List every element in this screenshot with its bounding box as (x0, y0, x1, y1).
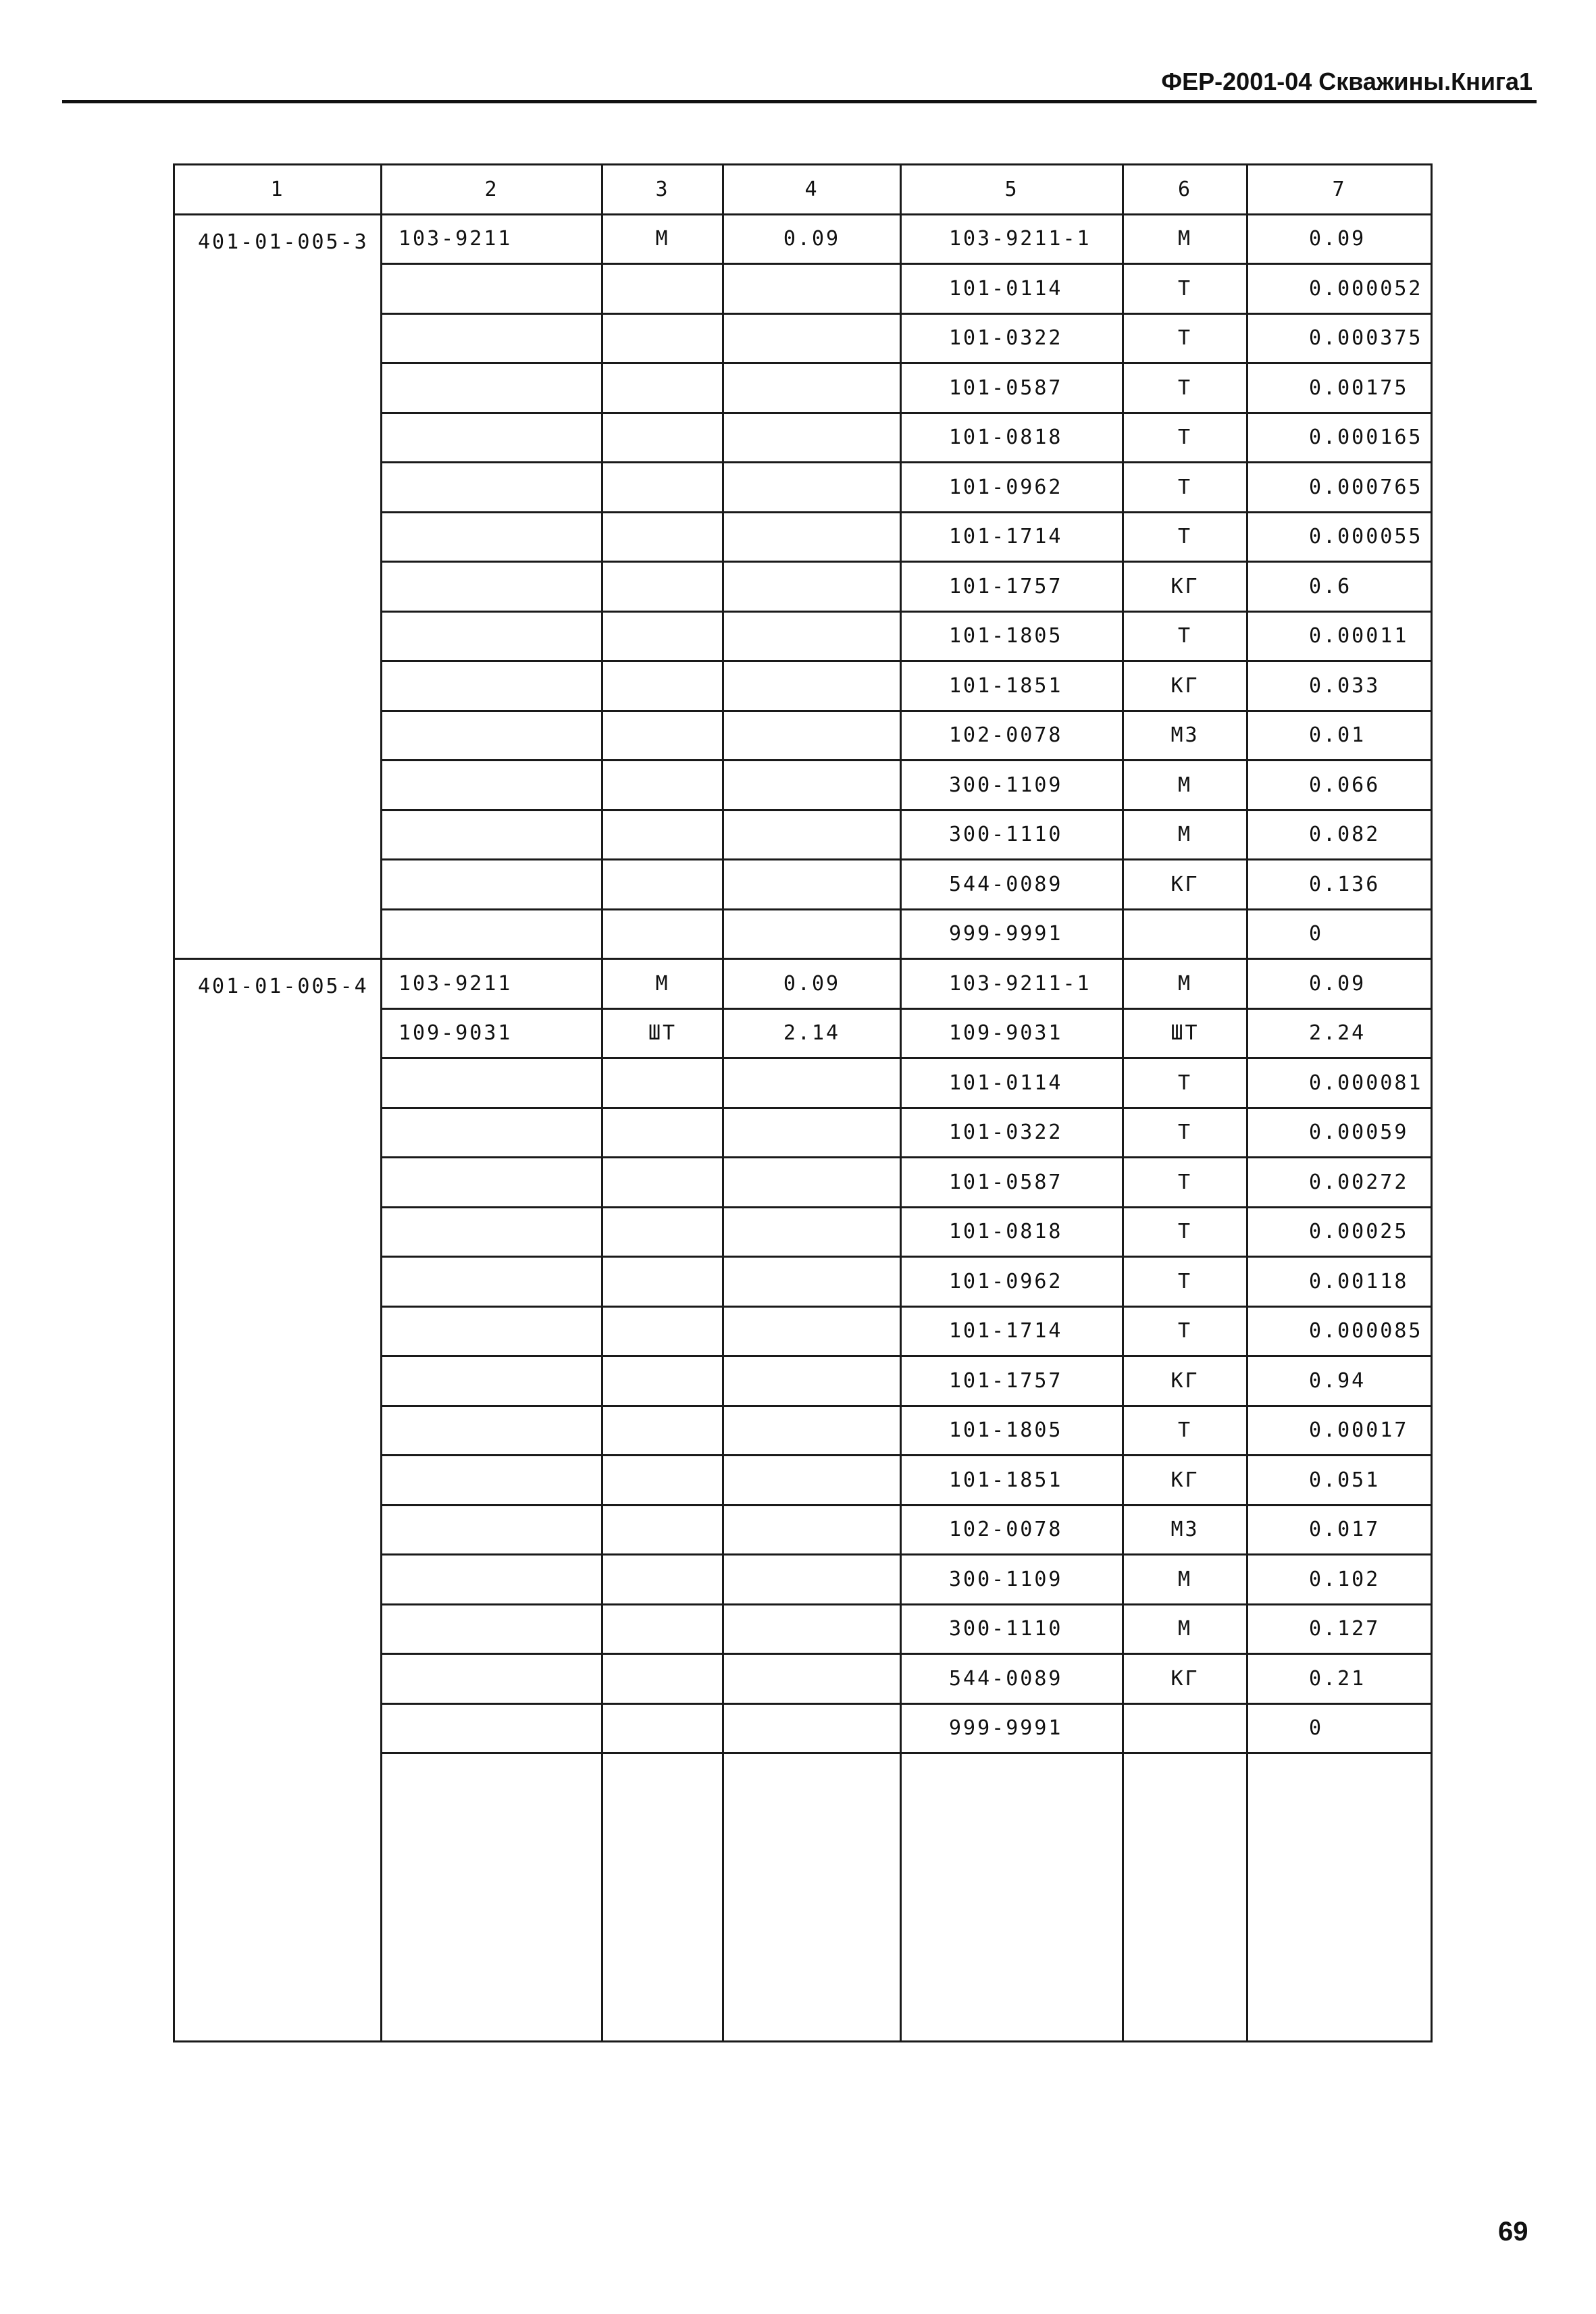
table-cell (602, 313, 723, 363)
table-cell: Т (1123, 1306, 1247, 1356)
table-cell: 101-1851 (901, 661, 1123, 711)
table-cell: М (1123, 810, 1247, 860)
table-cell: М (1123, 1555, 1247, 1605)
table-cell (602, 1306, 723, 1356)
table-cell (602, 1703, 723, 1753)
table-cell (723, 761, 901, 811)
table-cell: 0.000081 (1247, 1058, 1432, 1108)
table-cell (723, 661, 901, 711)
table-cell: 0.000085 (1247, 1306, 1432, 1356)
table-cell: 0 (1247, 909, 1432, 959)
table-cell (602, 363, 723, 413)
table-cell (723, 413, 901, 463)
table-cell: КГ (1123, 661, 1247, 711)
table-cell: 0.136 (1247, 860, 1432, 910)
table-cell (723, 1207, 901, 1257)
table-cell: КГ (1123, 860, 1247, 910)
table-cell: 0.09 (723, 214, 901, 264)
table-cell: 101-1714 (901, 1306, 1123, 1356)
table-cell: 103-9211 (382, 214, 602, 264)
table-cell: М (1123, 959, 1247, 1009)
table-cell (382, 1058, 602, 1108)
table-cell (723, 512, 901, 562)
table-cell: 544-0089 (901, 1654, 1123, 1704)
table-cell: 101-1757 (901, 1356, 1123, 1406)
table-cell (382, 860, 602, 910)
table-cell: 101-0962 (901, 463, 1123, 513)
table-cell (602, 761, 723, 811)
table-cell-empty (382, 1753, 602, 2042)
table-cell: 101-0322 (901, 313, 1123, 363)
table-cell (382, 1158, 602, 1208)
column-header: 3 (602, 165, 723, 215)
table-cell (602, 909, 723, 959)
table-cell: 0 (1247, 1703, 1432, 1753)
table-cell: М (602, 959, 723, 1009)
price-code-cell: 401-01-005-4 (174, 959, 382, 2042)
table-cell (382, 1555, 602, 1605)
table-cell (382, 1108, 602, 1158)
table-cell: М (1123, 214, 1247, 264)
table-cell: 0.09 (1247, 214, 1432, 264)
table-cell: Т (1123, 1058, 1247, 1108)
table-cell (602, 711, 723, 761)
table-cell (723, 363, 901, 413)
table-cell: 0.21 (1247, 1654, 1432, 1704)
table-cell: 0.051 (1247, 1456, 1432, 1506)
table-cell: М (1123, 1604, 1247, 1654)
document-header-title: ФЕР-2001-04 Скважины.Книга1 (1161, 68, 1533, 95)
table-cell (382, 661, 602, 711)
table-cell (602, 1406, 723, 1456)
column-number-row (174, 165, 1432, 215)
table-cell: 109-9031 (382, 1008, 602, 1058)
table-cell: Т (1123, 363, 1247, 413)
table-cell (723, 1058, 901, 1108)
table-cell: КГ (1123, 1356, 1247, 1406)
table-cell: 300-1109 (901, 1555, 1123, 1605)
table-cell: 0.082 (1247, 810, 1432, 860)
table-cell (382, 761, 602, 811)
table-cell (723, 463, 901, 513)
table-cell (382, 562, 602, 612)
table-cell: М (1123, 761, 1247, 811)
table-cell (723, 1257, 901, 1307)
table-cell (723, 313, 901, 363)
table-cell: Т (1123, 1257, 1247, 1307)
resource-table (173, 163, 1433, 2042)
table-cell: 0.000052 (1247, 264, 1432, 314)
table-cell: 0.94 (1247, 1356, 1432, 1406)
table-cell: 103-9211-1 (901, 214, 1123, 264)
table-cell (602, 1158, 723, 1208)
table-cell (1123, 909, 1247, 959)
table-cell (602, 1654, 723, 1704)
table-cell: 101-1851 (901, 1456, 1123, 1506)
table-cell: 0.000375 (1247, 313, 1432, 363)
table-cell (382, 1257, 602, 1307)
table-cell: 0.01 (1247, 711, 1432, 761)
table-cell (602, 1058, 723, 1108)
table-cell: Т (1123, 1207, 1247, 1257)
table-cell (602, 463, 723, 513)
table-cell: 101-0818 (901, 413, 1123, 463)
table-cell (723, 909, 901, 959)
table-cell-empty (723, 1753, 901, 2042)
table-cell (723, 1306, 901, 1356)
table-body (174, 165, 1432, 2042)
table-cell: 0.102 (1247, 1555, 1432, 1605)
table-cell (382, 711, 602, 761)
table-cell (602, 1604, 723, 1654)
table-cell: Т (1123, 611, 1247, 661)
table-cell (382, 909, 602, 959)
table-cell (1123, 1703, 1247, 1753)
header-rule (62, 100, 1537, 103)
table-cell (723, 810, 901, 860)
table-cell (382, 512, 602, 562)
column-header: 6 (1123, 165, 1247, 215)
table-cell (382, 1356, 602, 1406)
table-cell: 101-0322 (901, 1108, 1123, 1158)
table-cell: 999-9991 (901, 909, 1123, 959)
table-cell (382, 1604, 602, 1654)
table-cell (382, 611, 602, 661)
table-cell: 101-0587 (901, 363, 1123, 413)
table-cell (602, 1257, 723, 1307)
table-cell: 999-9991 (901, 1703, 1123, 1753)
table-cell: 101-1805 (901, 611, 1123, 661)
table-cell (382, 1306, 602, 1356)
table-cell: 300-1110 (901, 810, 1123, 860)
table-cell: 101-0114 (901, 264, 1123, 314)
table-cell: 0.000765 (1247, 463, 1432, 513)
table-cell: 300-1109 (901, 761, 1123, 811)
table-cell: 103-9211 (382, 959, 602, 1009)
table-cell: 101-1714 (901, 512, 1123, 562)
column-header: 5 (901, 165, 1123, 215)
table-cell (382, 463, 602, 513)
table-cell: 103-9211-1 (901, 959, 1123, 1009)
table-cell: 101-0114 (901, 1058, 1123, 1108)
table-cell (602, 562, 723, 612)
table-cell: 101-1805 (901, 1406, 1123, 1456)
table-cell (382, 810, 602, 860)
page-number: 69 (1498, 2217, 1528, 2246)
table-cell: КГ (1123, 1654, 1247, 1704)
table-cell (723, 1555, 901, 1605)
table-cell (382, 1456, 602, 1506)
table-cell: 101-1757 (901, 562, 1123, 612)
table-cell (723, 1456, 901, 1506)
table-cell: Т (1123, 413, 1247, 463)
table-row (174, 214, 1432, 264)
table-cell (602, 1207, 723, 1257)
table-cell: КГ (1123, 1456, 1247, 1506)
table-cell (723, 1703, 901, 1753)
table-cell: 2.14 (723, 1008, 901, 1058)
table-cell (602, 512, 723, 562)
table-cell: 0.033 (1247, 661, 1432, 711)
table-cell (723, 1158, 901, 1208)
table-cell: 102-0078 (901, 1505, 1123, 1555)
table-cell: 0.066 (1247, 761, 1432, 811)
table-cell (602, 1456, 723, 1506)
table-cell: 0.6 (1247, 562, 1432, 612)
table-cell: Т (1123, 1406, 1247, 1456)
table-cell: Т (1123, 1158, 1247, 1208)
table-cell: Т (1123, 264, 1247, 314)
table-cell (723, 1505, 901, 1555)
table-cell: 0.00017 (1247, 1406, 1432, 1456)
column-header: 4 (723, 165, 901, 215)
table-cell: Т (1123, 313, 1247, 363)
table-cell: 544-0089 (901, 860, 1123, 910)
table-cell: Т (1123, 512, 1247, 562)
table-cell: Т (1123, 463, 1247, 513)
column-header: 2 (382, 165, 602, 215)
table-cell: 0.00059 (1247, 1108, 1432, 1158)
table-cell (602, 1108, 723, 1158)
table-cell (602, 860, 723, 910)
table-cell (723, 1654, 901, 1704)
table-cell (602, 264, 723, 314)
column-header: 7 (1247, 165, 1432, 215)
table-row (174, 959, 1432, 1009)
table-cell (382, 1703, 602, 1753)
price-code-cell: 401-01-005-3 (174, 214, 382, 959)
table-cell (382, 1406, 602, 1456)
table-cell: Т (1123, 1108, 1247, 1158)
table-cell (602, 1505, 723, 1555)
table-cell: 109-9031 (901, 1008, 1123, 1058)
table-cell (723, 562, 901, 612)
table-cell (382, 413, 602, 463)
table-cell: ШТ (1123, 1008, 1247, 1058)
table-cell-empty (1247, 1753, 1432, 2042)
table-cell (382, 363, 602, 413)
table-cell: 0.00025 (1247, 1207, 1432, 1257)
table-cell: 101-0962 (901, 1257, 1123, 1307)
table-cell (723, 711, 901, 761)
table-cell (723, 860, 901, 910)
table-cell: КГ (1123, 562, 1247, 612)
table-cell (602, 810, 723, 860)
table-cell: 0.127 (1247, 1604, 1432, 1654)
table-cell (382, 1505, 602, 1555)
table-cell-empty (1123, 1753, 1247, 2042)
table-cell (723, 1406, 901, 1456)
table-cell (602, 611, 723, 661)
table-cell (723, 1604, 901, 1654)
table-cell (382, 1654, 602, 1704)
table-cell: 101-0587 (901, 1158, 1123, 1208)
table-cell: М3 (1123, 711, 1247, 761)
table-cell (602, 413, 723, 463)
table-cell: ШТ (602, 1008, 723, 1058)
table-cell: М3 (1123, 1505, 1247, 1555)
table-cell (723, 1108, 901, 1158)
table-cell: 101-0818 (901, 1207, 1123, 1257)
table-cell: 0.000055 (1247, 512, 1432, 562)
table-cell: 0.09 (723, 959, 901, 1009)
table-cell (602, 661, 723, 711)
table-cell: 0.00175 (1247, 363, 1432, 413)
table-cell: 0.00118 (1247, 1257, 1432, 1307)
table-cell-empty (901, 1753, 1123, 2042)
table-cell: 0.017 (1247, 1505, 1432, 1555)
table-cell: 0.09 (1247, 959, 1432, 1009)
table-cell-empty (602, 1753, 723, 2042)
table-cell: 102-0078 (901, 711, 1123, 761)
table-cell (382, 264, 602, 314)
table-cell (382, 313, 602, 363)
table-cell (602, 1356, 723, 1406)
table-cell: 0.00272 (1247, 1158, 1432, 1208)
table-cell: М (602, 214, 723, 264)
table-cell: 2.24 (1247, 1008, 1432, 1058)
column-header: 1 (174, 165, 382, 215)
table-cell (602, 1555, 723, 1605)
table-cell (723, 264, 901, 314)
table-cell (382, 1207, 602, 1257)
table-cell (723, 611, 901, 661)
table-cell (723, 1356, 901, 1406)
table-cell: 0.000165 (1247, 413, 1432, 463)
table-cell: 0.00011 (1247, 611, 1432, 661)
table-cell: 300-1110 (901, 1604, 1123, 1654)
